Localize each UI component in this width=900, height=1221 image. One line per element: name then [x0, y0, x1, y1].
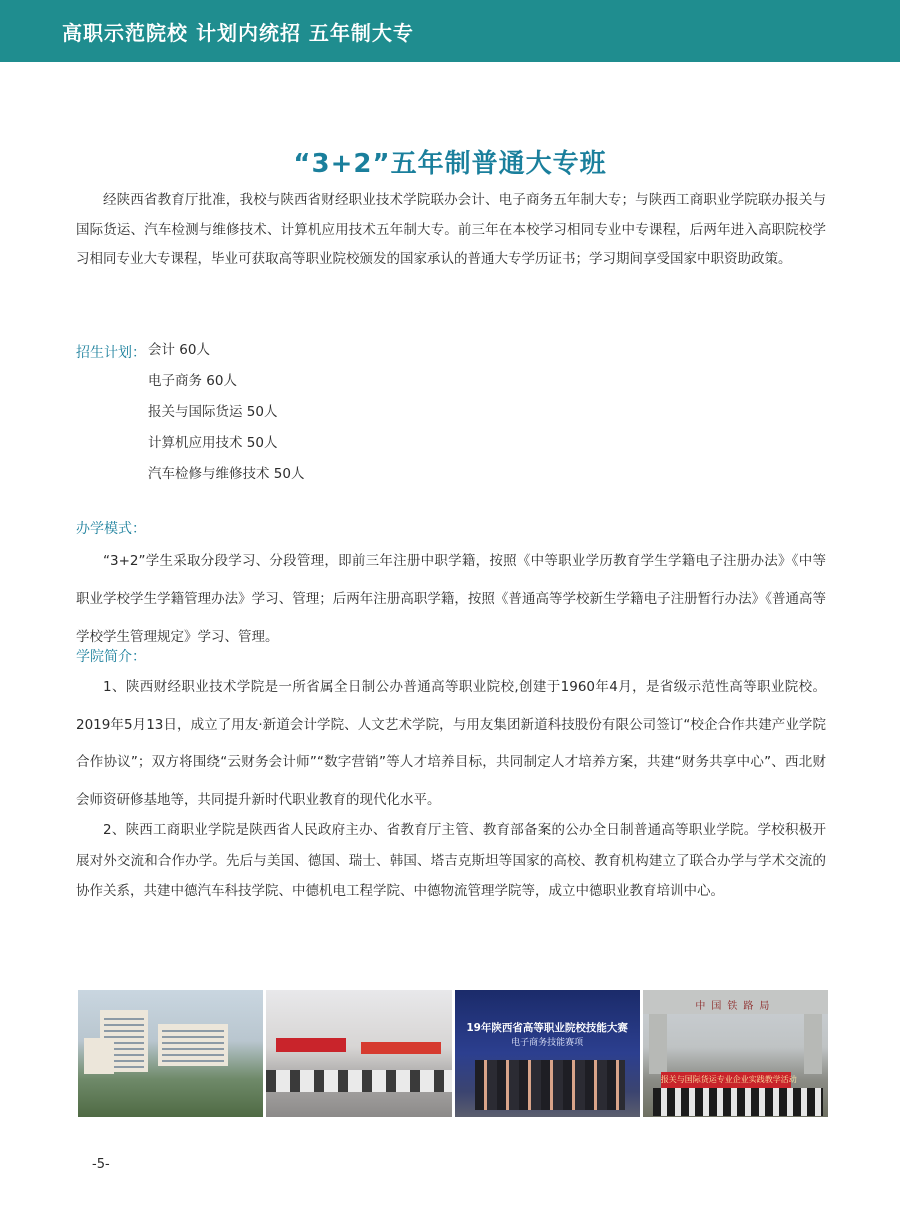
college-label: 学院简介：: [76, 649, 146, 665]
page-title: “3+2”五年制普通大专班: [293, 149, 607, 179]
campus-building-photo: [78, 990, 263, 1117]
plan-item: 会计 60人: [148, 342, 210, 358]
plan-item: 电子商务 60人: [148, 373, 237, 389]
plan-item: 汽车检修与维修技术 50人: [148, 466, 305, 482]
plan-list: [148, 335, 304, 490]
training-lab-photo: [266, 990, 451, 1117]
mode-paragraph: “3+2”学生采取分段学习、分段管理，即前三年注册中职学籍，按照《中等职业学历教育学生学籍电子注册办法》《中等职业学校学生学籍管理办法》学习、管理；后两年注册高职学籍，按照《普通高等学校新生学籍电子注册暂行办法》《普通高等学校学生管理规定》学习、管理。: [76, 553, 826, 645]
mode-label: 办学模式：: [76, 521, 146, 537]
college-paragraph-1: 1、陕西财经职业技术学院是一所省属全日制公办普通高等职业院校,创建于1960年4月，是省级示范性高等职业院校。2019年5月13日，成立了用友·新道会计学院、人文艺术学院，与用友集团新道科技股份有限公司签订“校企合作共建产业学院合作协议”；双方将围绕“云财务会计师”“数字营销”等人才培养目标，共同制定人才培养方案，共建“财务共享中心”、西北财会师资研修基地等，共同提升新时代职业教育的现代化水平。: [76, 679, 826, 808]
skills-contest-photo: 19年陕西省高等职业院校技能大赛 电子商务技能赛项: [455, 990, 640, 1117]
plan-item: 报关与国际货运 50人: [148, 404, 278, 420]
header-title: 高职示范院校 计划内统招 五年制大专: [62, 21, 414, 45]
plan-item: 计算机应用技术 50人: [148, 435, 278, 451]
header-bar: [0, 0, 900, 62]
company-visit-photo: 中国铁路局 报关与国际货运专业企业实践教学活动: [643, 990, 828, 1117]
plan-label: 招生计划：: [76, 345, 146, 361]
photo-strip: [78, 990, 828, 1117]
page-number: -5-: [92, 1157, 110, 1172]
college-paragraph-2: 2、陕西工商职业学院是陕西省人民政府主办、省教育厅主管、教育部备案的公办全日制普通高等职业学院。学校积极开展对外交流和合作办学。先后与美国、德国、瑞士、韩国、塔吉克斯坦等国家的高校、教育机构建立了联合办学与学术交流的协作关系，共建中德汽车科技学院、中德机电工程学院、中德物流管理学院等，成立中德职业教育培训中心。: [76, 822, 826, 899]
intro-paragraph: 经陕西省教育厅批准，我校与陕西省财经职业技术学院联办会计、电子商务五年制大专；与陕西工商职业学院联办报关与国际货运、汽车检测与维修技术、计算机应用技术五年制大专。前三年在本校学习相同专业中专课程，后两年进入高职院校学习相同专业大专课程，毕业可获取高等职业院校颁发的国家承认的普通大专学历证书；学习期间享受国家中职资助政策。: [76, 192, 826, 267]
